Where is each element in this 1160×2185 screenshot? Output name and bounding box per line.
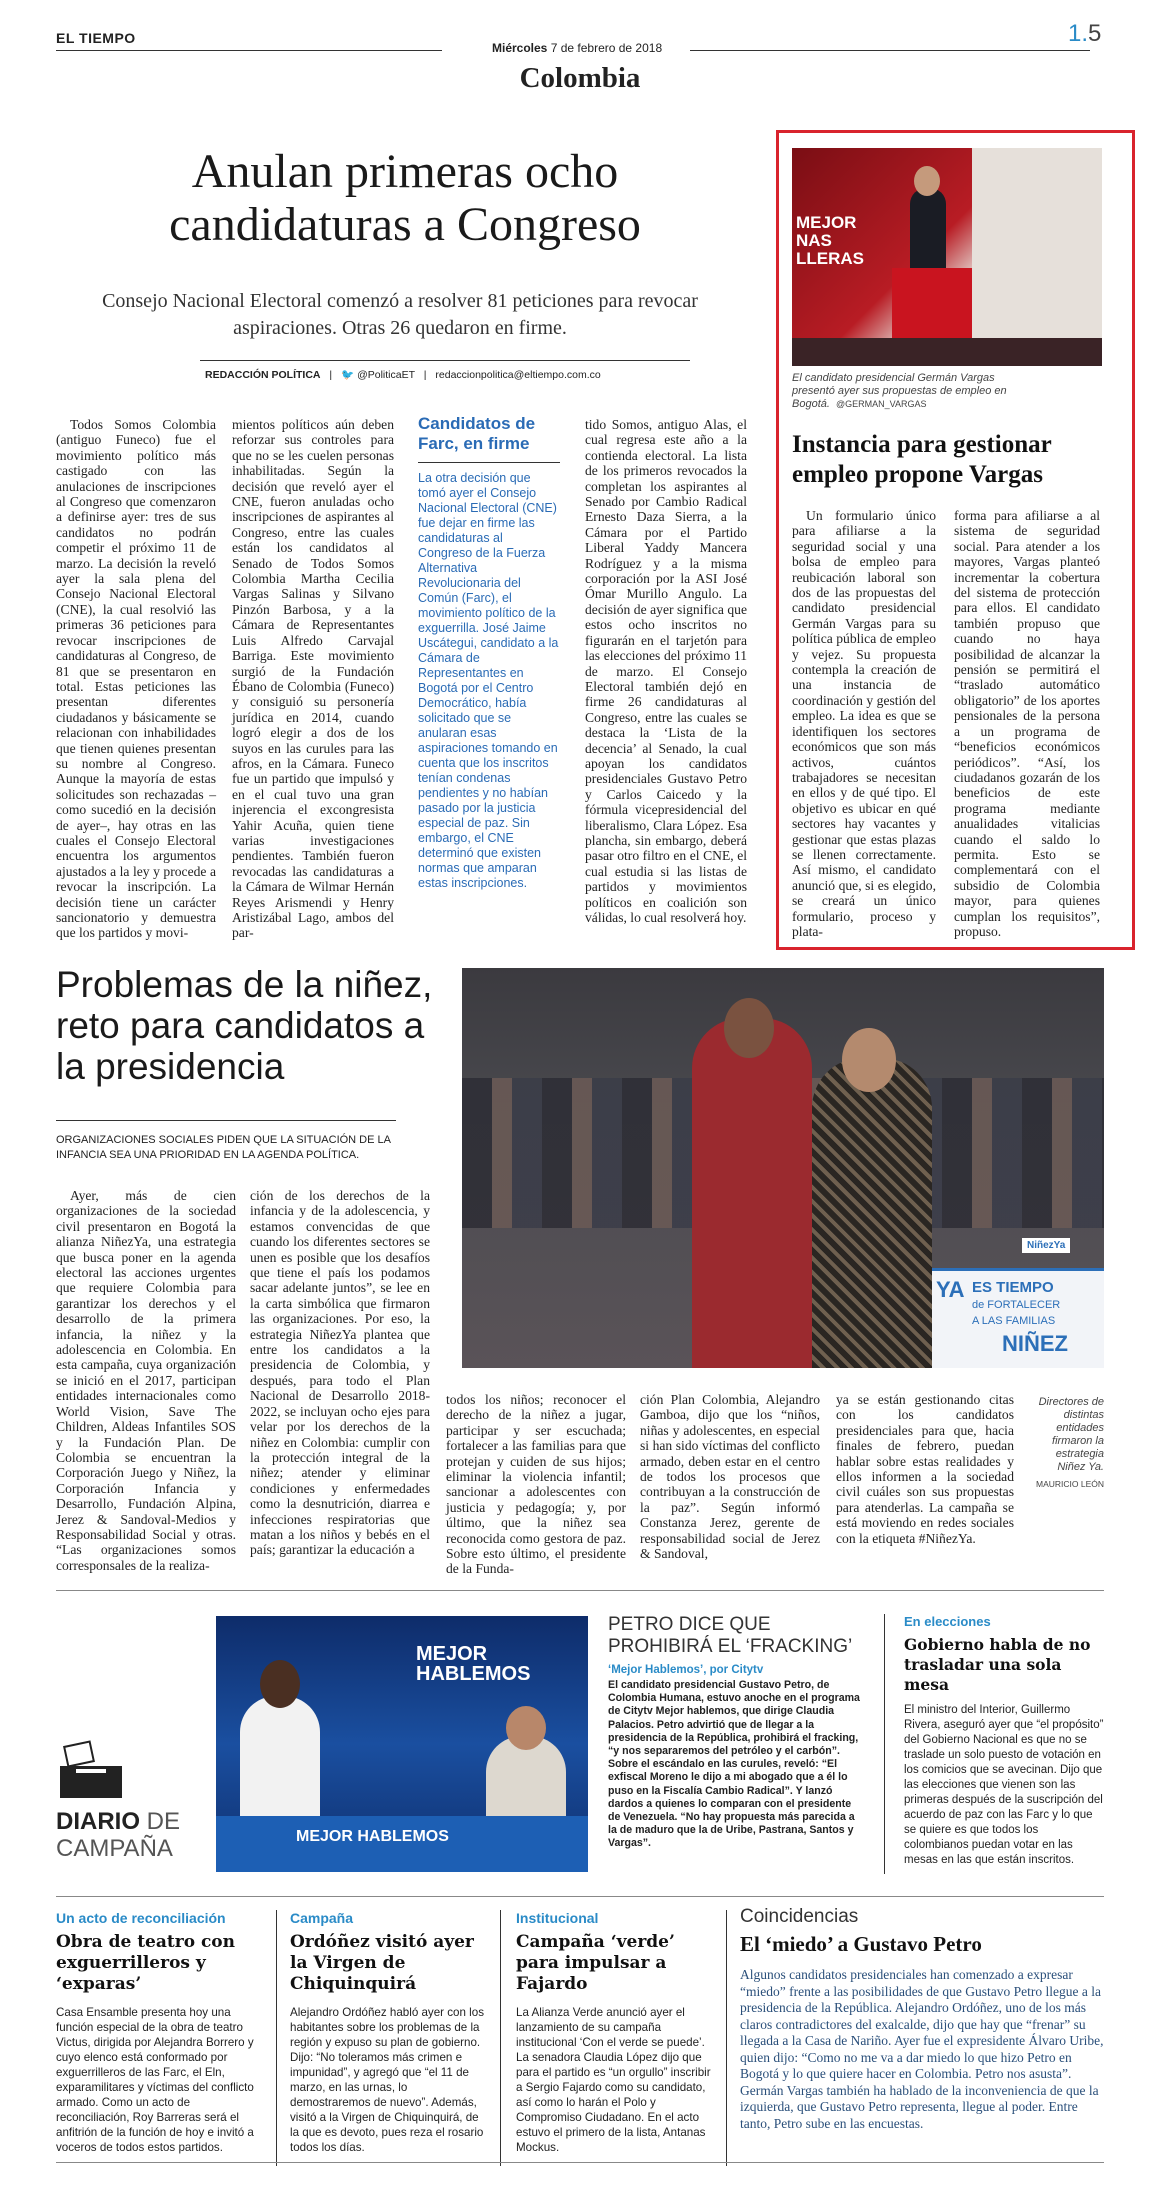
ninez-table-tag: NiñezYa [1022,1238,1070,1253]
byline-email[interactable]: redaccionpolitica@eltiempo.com.co [435,369,601,381]
ninez-banner-line1: YA [936,1277,965,1302]
section-divider-2 [56,1896,1104,1897]
lead-deck: Consejo Nacional Electoral comenzó a resolver 81 peticiones para revocar aspiraciones. Otras 26 quedaron en firme. [102,290,698,339]
farc-sidebar-rule [418,462,560,463]
ninez-column-2-text: ción de los derechos de la infancia y de la adolescencia, y estamos convencidas de que cuando los diferentes sectores se unen es posible que los desafíos que tiene el país los podamos sacar adelante juntos”, se lee en la carta simbólica que firmaron las organizaciones. Por eso, la estrategia NiñezYa plantea que entre los candidatos a la presidencia de Colombia, y después, para todo el Plan Nacional de Desarrollo 2018-2022, se incluyan ocho ejes para velar por los derechos de la niñez en Colombia: cumplir con la protección integral de la niñez; atender y eliminar condiciones y enfermedades como la desnutrición, diarrea e infecciones respiratorias que matan a los niños y bebés en el país; garantizar la educación a [250,1188,430,1558]
ninez-caption-credit: MAURICIO LEÓN [1035,1479,1104,1489]
vargas-caption-text: El candidato presidencial Germán Vargas presentó ayer sus propuestas de empleo en Bogotá. [792,372,1007,410]
byline-divider: | [329,369,333,381]
brief-divider [500,1910,501,2166]
diario-title-1: DIARIO [56,1808,140,1835]
ninez-column-1-text: Ayer, más de cien organizaciones de la sociedad civil presentaron en Bogotá la alianza NiñezYa, una estrategia que busca poner en la agenda electoral las acciones urgentes que requiere Colombia para garantizar los derechos y el desarrollo de la primera infancia, la niñez y la adolescencia en Colombia. En esta campaña, cuya organización se inició en el 2017, participan entidades internacionales como World Vision, Save The Children, Aldeas Infantiles SOS y la Fundación Plan. De Colombia se encuentran la Corporación Juego y Niñez, la Corporación Infancia y Desarrollo, Fundación Alpina, Jerez & Sandoval-Medios y Responsabilidad Social y otras. “Las organizaciones somos corresponsales de la realiza- [56,1188,236,1573]
brief-item [516,1910,716,2180]
lead-column-2 [232,417,394,941]
header-date [492,41,662,55]
brief-body: Casa Ensamble presenta hoy una función especial de la obra de teatro Victus, dirigida por Alejandra Borrero y cuyo elenco está conformado por exguerrilleros de las Farc, el Eln, exparamilitares y víctimas del conflicto armado. Como un acto de reconciliación, Roy Barreras será el anfitrión de la función de hoy e invitó a voceros de todos estos partidos. [56,2006,254,2154]
ballot-box-icon [56,1740,126,1800]
ninez-banner-line4: A LAS FAMILIAS [972,1315,1056,1327]
farc-sidebar-title: Candidatos de Farc, en firme [418,414,536,453]
ninez-column-5-text: ya se están gestionando citas con los candidatos presidenciales para que, hacia finales de febrero, puedan hablar sobre estas realidades y ellos informen a la sociedad civil cuáles son sus propuestas para atenderlas. La campaña se está moviendo en redes sociales con la etiqueta #NiñezYa. [836,1392,1014,1546]
farc-sidebar-body: La otra decisión que tomó ayer el Consejo Nacional Electoral (CNE) fue dejar en firme las candidaturas al Congreso de la Fuerza Alternativa Revolucionaria del Común (Farc), el movimiento político de la exguerrilla. José Jaime Uscátegui, candidato a la Cámara de Representantes en Bogotá por el Centro Democrático, había solicitado que se anularan esas aspiraciones tomando en cuenta que los inscritos tenían condenas pendientes y no habían pasado por la justicia especial de paz. Sin embargo, el CNE determinó que existen normas que amparan estas inscripciones. [418,471,559,890]
ninez-headline: Problemas de la niñez, reto para candidatos a la presidencia [56,964,433,1087]
vargas-caption-credit: @GERMAN_VARGAS [835,399,927,409]
lead-byline [200,368,700,381]
lead-headline: Anulan primeras ocho candidaturas a Congreso [169,145,641,251]
brief-divider [726,1910,727,2166]
ninez-deck-rule [56,1120,396,1121]
section-divider-1 [56,1590,1104,1591]
ninez-column-4-text: ción Plan Colombia, Alejandro Gamboa, dijo que los “niños, niñas y adolescentes, en especial si han sido víctimas del conflicto armado, deben estar en el centro de todos los procesos que contribuyan a la construcción de la paz”. Según informó Constanza Jerez, gerente de responsabilidad social de Jerez & Sandoval, [640,1392,820,1562]
coincidencias-body: Algunos candidatos presidenciales han comenzado a expresar “miedo” frente a las posibilidades de que Gustavo Petro llegue a la presidencia de la República. Alejandro Ordóñez, uno de los más claros contradictores del exalcalde, dijo que hay que “frenar” su llegada a la Casa de Nariño. Ayer fue el expresidente Álvaro Uribe, quien dijo: “Como no me va a dar miedo lo que hizo Petro en Bogotá y lo que quiere hacer en Colombia. Petro nos asusta”. Germán Vargas también ha hablado de la inconveniencia de que la izquierda, que Gustavo Petro representa, llegue al poder. Entre tanto, Petro sube en las encuestas. [740,1967,1104,2131]
header-date-day: Miércoles [492,41,548,55]
diario-photo-man-head [506,1706,546,1750]
lead-column-4-text: tido Somos, antiguo Alas, el cual regresa este año a la contienda electoral. La lista de los primeros revocados la completan los aspirantes al Senado por Cambio Radical Ernesto Daza Sierra, a la Cámara por el Partido Liberal Yaddy Mancera Rodríguez y a la misma corporación por la ASI José Ómar Murillo Angulo. La decisión de ayer significa que estos ocho inscritos no figurarán en el tarjetón para las elecciones del próximo 11 de marzo. El Consejo Electoral también dejó en firme 26 candidaturas al Congreso, entre las cuales se destaca la ‘Lista de la decencia’ al Senado, la cual apoyan los candidatos presidenciales Gustavo Petro y Carlos Caicedo y la fórmula vicepresidencial del liberalismo, Clara López. Esa plancha, sin embargo, deberá pasar otro filtro en el CNE, el cual estudia si las listas de partidos y movimientos políticos en coalición son válidas, lo cual resolverá hoy. [585,417,747,925]
brief-headline: Campaña ‘verde’ para impulsar a Fajardo [516,1932,675,1994]
vargas-photo-sign: MEJOR NAS LLERAS [796,213,864,268]
byline-author: REDACCIÓN POLÍTICA [205,369,321,381]
ninez-caption [1030,1396,1104,1491]
vargas-photo-floor [792,338,1102,366]
page-number-prefix: 1. [1068,20,1089,47]
page-number-value: 5 [1088,20,1102,47]
petro-item [608,1614,866,1884]
header-date-rest: 7 de febrero de 2018 [550,41,663,55]
header-rule-left [56,50,442,51]
lead-column-1 [56,417,216,941]
lead-column-2-text: mientos políticos aún deben reforzar sus controles para que no se les cuelen personas inhabilitadas. Según la decisión que reveló ayer el CNE, fueron anuladas ocho inscripciones de aspirantes al Congreso, entre las cuales están los candidatos al Senado de Todos Somos Colombia Martha Cecilia Vargas Salinas y Silvano Pinzón Barbosa, y a la Cámara de Representantes Luis Alfredo Carvajal Barriga. Este movimiento surgió de la Fundación Ébano de Colombia (Funeco) y consiguió su personería jurídica en 2014, cuando logró elegir a dos de los suyos en las curules para las afros, en la Cámara. Funeco fue un partido que impulsó y en el cual tuvo una gran injerencia el excongresista Yahir Acuña, quien tiene varias investigaciones pendientes. También fueron revocadas las candidaturas a la Cámara de Wilmar Hernán Reyes Arismendi y Henry Aristizábal Lago, ambos del par- [232,417,394,941]
diario-photo-sign: MEJOR HABLEMOS [416,1643,531,1685]
vargas-photo-head [914,166,940,196]
ninez-column-3-text: todos los niños; reconocer el derecho de la niñez a jugar, participar y ser escuchada; fortalecer a las familias para que protejan y cuiden de sus hijos; eliminar la violencia infantil; sancionar a adolescentes con justicia y pedagogía; y, por último, que la niñez sea reconocida como gestora de paz. Sobre esto último, el presidente de la Funda- [446,1392,626,1577]
ninez-column-2 [250,1188,430,1560]
brief-headline: Obra de teatro con exguerrilleros y ‘exparas’ [56,1932,236,1994]
ninez-column-5 [836,1392,1014,1560]
ninez-column-4 [640,1392,820,1560]
ninez-photo-man [692,1018,812,1368]
petro-body: El candidato presidencial Gustavo Petro, de Colombia Humana, estuvo anoche en el programa de Citytv Mejor hablemos, que dirige Claudia Palacios. Petro advirtió que de llegar a la presidencia de la República, prohibirá el fracking, “y nos separaremos del petróleo y el carbón”. Sobre el escándalo en las curules, reveló: “El exfiscal Moreno le dijo a mi abogado que a él lo puso en la Fiscalía Cambio Radical”. Y lanzó dardos a quienes lo comparan con el presidente de Venezuela. “No hay propuesta más parecida a la de maduro que la de Uribe, Pastrana, Santos y Vargas”. [608,1679,860,1850]
byline-divider: | [423,369,427,381]
section-title: Colombia [519,62,641,94]
brief-divider [276,1910,277,2166]
page-number [1068,20,1101,48]
brief-kicker: Institucional [516,1910,599,1926]
lead-column-4 [585,417,747,935]
masthead-logo[interactable]: EL TIEMPO [56,30,136,46]
ninez-column-3 [446,1392,626,1577]
diario-photo-desk-sign: MEJOR HABLEMOS [296,1828,449,1845]
page-bottom-rule [56,2162,1104,2163]
coincidencias-item [740,1906,1104,2176]
ninez-caption-text: Directores de distintas entidades firmaron la estrategia Niñez Ya. [1038,1396,1104,1473]
diario-photo-woman-head [260,1660,300,1708]
vargas-column-2-text: forma para afiliarse a al sistema de seguridad social. Para atender a los mayores, Vargas planteó incrementar la cobertura del sistema de protección para ellos. El candidato también propuso que cuando no haya posibilidad de alcanzar la pensión se permitirá el “traslado automático obligatorio” de los aportes pensionales de la persona a un programa de “beneficios económicos periódicos”. “Así, los ciudadanos gozarán de los beneficios de este programa mediante anualidades vitalicias cuando el saldo lo permita. Esto se complementará con el subsidio de Colombia mayor, para quienes cumplan los requisitos”, propuso. [954,508,1100,939]
vargas-photo[interactable] [792,148,1102,366]
ninez-banner-line3: de FORTALECER [972,1299,1061,1311]
ninez-photo-woman [812,1058,932,1368]
brief-body: La Alianza Verde anunció ayer el lanzamiento de su campaña institucional ‘Con el verde se puede’. La senadora Claudia López dijo que para el partido es “un orgullo” inscribir a Sergio Fajardo como su candidato, así como lo harán el Polo y Compromiso Ciudadano. En el acto estuvo el primero de la lista, Antanas Mockus. [516,2006,711,2154]
diario-title-3: CAMPAÑA [56,1835,173,1862]
brief-item [290,1910,490,2180]
byline-rule [200,360,690,361]
ninez-banner-line2: ES TIEMPO [972,1279,1054,1296]
brief-kicker: Un acto de reconciliación [56,1910,226,1926]
ninez-photo[interactable] [462,968,1104,1368]
vargas-photo-wall [972,148,1102,366]
vargas-column-2 [954,508,1100,939]
header-rule-right [690,50,1090,51]
ninez-deck: ORGANIZACIONES SOCIALES PIDEN QUE LA SITUACIÓN DE LA INFANCIA SEA UNA PRIORIDAD EN LA AGENDA POLÍTICA. [56,1134,391,1161]
ninez-photo-woman-head [842,1028,896,1092]
vargas-column-1-text: Un formulario único para afiliarse a la seguridad social y una bolsa de empleo para reubicación laboral son dos de las propuestas del candidato presidencial Germán Vargas para su política pública de empleo y vejez. Su propuesta contempla la creación de una instancia de coordinación y gestión del empleo. La idea es que se identifiquen los sectores económicos que son más activos, cuántos trabajadores se necesitan en ellos y de qué tipo. El objetivo es ubicar en qué sectores hay vacantes y gestionar que estas plazas se llenen correctamente. Así mismo, el candidato anunció que, si es elegido, se creará un único formulario, proceso y plata- [792,508,936,939]
coincidencias-headline: El ‘miedo’ a Gustavo Petro [740,1932,982,1956]
brief-headline: Ordóñez visitó ayer la Virgen de Chiquinquirá [290,1932,474,1994]
farc-sidebar [418,414,560,890]
diario-vertical-rule [884,1614,885,1874]
brief-body: Alejandro Ordóñez habló ayer con los habitantes sobre los problemas de la región y expuso su plan de gobierno. Dijo: “No toleramos más crimen e impunidad”, y agregó que “el 11 de marzo, en las urnas, lo demostraremos de nuevo”. Además, visitó a la Virgen de Chiquinquirá, de la que es devoto, pues reza el rosario todos los días. [290,2006,484,2154]
diario-title [56,1808,186,1862]
mesa-item [904,1614,1104,1884]
mesa-kicker: En elecciones [904,1614,991,1629]
lead-column-1-text: Todos Somos Colombia (antiguo Funeco) fue el movimiento político más castigado con las anulaciones de inscripciones al Congreso que comenzaron a definirse ayer: tres de sus candidatos no podrán competir el próximo 11 de marzo. La decisión la reveló ayer la sala plena del Consejo Nacional Electoral (CNE), la cual resolvió las primeras 36 peticiones para revocar inscripciones de candidaturas al Congreso, de 81 que se presentaron en total. Estas peticiones las presentan diferentes ciudadanos y básicamente se relacionan con inhabilidades que tienen quienes presentan su nombre al Congreso. Aunque la mayoría de estas solicitudes son rechazadas –como sucedió en la decisión de ayer–, hay otras en las cuales el Consejo Electoral encuentra los argumentos ajustados a la ley y procede a revocar la inscripción. La decisión tiene un carácter sancionatorio y demuestra que los partidos y movi- [56,417,216,941]
byline-twitter[interactable]: @PoliticaET [357,369,415,381]
petro-kicker: ‘Mejor Hablemos’, por Citytv [608,1664,764,1676]
vargas-column-1 [792,508,936,939]
ninez-banner [932,1268,1104,1368]
brief-kicker: Campaña [290,1910,354,1926]
mesa-body: El ministro del Interior, Guillermo Rivera, aseguró ayer que “el propósito” del Gobierno Nacional es que no se traslade un solo puesto de votación en los comicios que se avecinan. Dijo que las elecciones que vienen son las primeras después de la suscripción del acuerdo de paz con las Farc y lo que se quiere es que todos los colombianos puedan votar en las mesas en las que están inscritos. [904,1704,1104,1866]
vargas-caption [792,372,1022,411]
brief-item [56,1910,266,2180]
coincidencias-kicker: Coincidencias [740,1906,859,1927]
ninez-banner-line5: NIÑEZ [1002,1331,1068,1356]
twitter-icon: 🐦 [341,369,355,381]
ninez-column-1 [56,1188,236,1573]
petro-headline: PETRO DICE QUE PROHIBIRÁ EL ‘FRACKING’ [608,1614,853,1657]
vargas-headline: Instancia para gestionar empleo propone Vargas [792,431,1052,488]
diario-title-2: DE [146,1808,181,1835]
diario-photo[interactable] [216,1616,588,1872]
ninez-photo-man-head [724,998,774,1058]
mesa-headline: Gobierno habla de no trasladar una sola mesa [904,1635,1091,1694]
